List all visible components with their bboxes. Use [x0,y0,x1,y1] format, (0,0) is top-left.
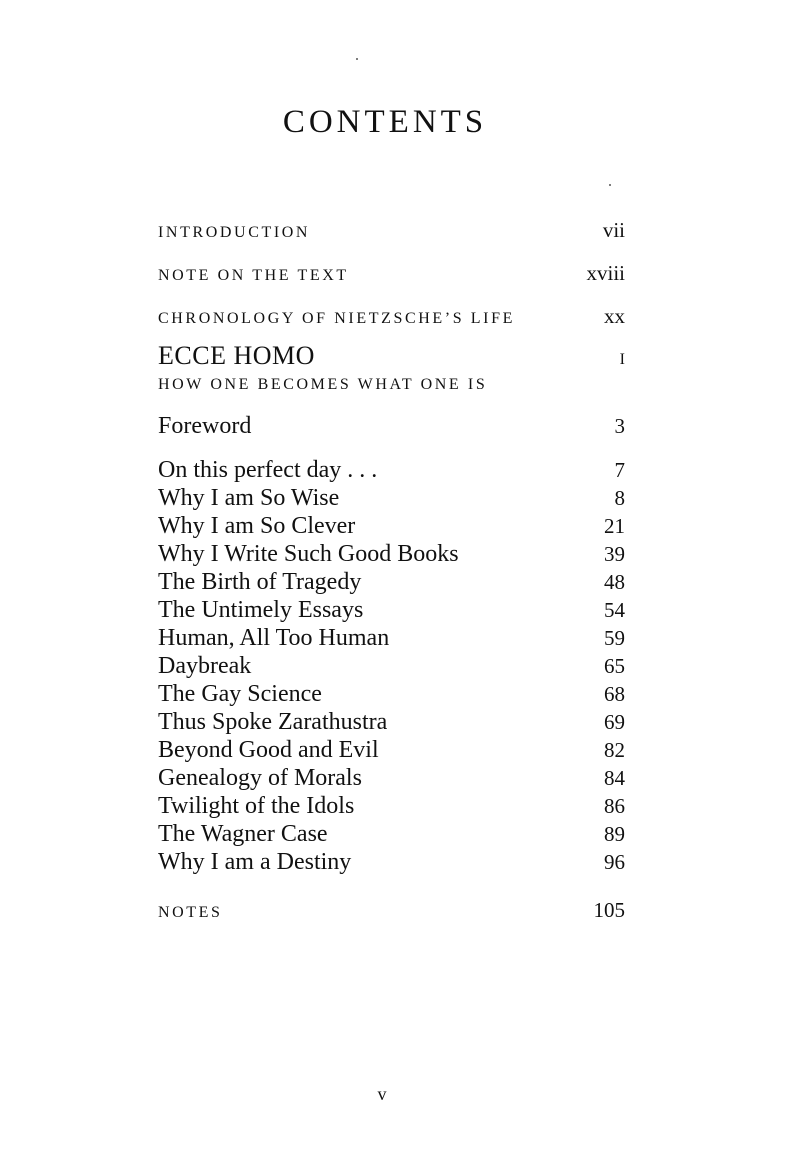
toc-row-chapter[interactable] [158,736,625,764]
main-work-title: ECCE HOMO [158,341,315,370]
toc-label: The Gay Science [158,681,322,707]
toc-label: Beyond Good and Evil [158,737,379,763]
page-title: CONTENTS [282,104,488,140]
toc-row-chapter[interactable] [158,484,625,512]
toc-row-chapter[interactable] [158,680,625,708]
toc-page-number: I [619,351,625,368]
toc-row-foreword[interactable] [158,412,625,440]
toc-row-chapter[interactable] [158,764,625,792]
toc-page-number: 84 [604,766,625,790]
toc-row-chapter[interactable] [158,512,625,540]
toc-page-number: 68 [604,682,625,706]
toc-page-number: 105 [593,898,625,922]
toc-row-notes[interactable] [158,898,625,923]
toc-label: Genealogy of Morals [158,765,362,791]
toc-label: INTRODUCTION [158,224,311,241]
toc-row-chronology[interactable] [158,304,625,329]
toc-label: Twilight of the Idols [158,793,355,819]
main-work-subtitle: HOW ONE BECOMES WHAT ONE IS [158,376,488,393]
toc-label: Foreword [158,413,252,439]
toc-row-chapter[interactable] [158,568,625,596]
toc-page-number: 69 [604,710,625,734]
toc-row-chapter[interactable] [158,848,625,876]
toc-page-number: 82 [604,738,625,762]
toc-row-chapter[interactable] [158,708,625,736]
toc-page-number: 65 [604,654,625,678]
toc-label: The Wagner Case [158,821,328,847]
toc-label: NOTE ON THE TEXT [158,267,349,284]
toc-row-chapter[interactable] [158,820,625,848]
toc-row-chapter[interactable] [158,792,625,820]
scan-speck [609,184,611,186]
toc-row-chapter[interactable] [158,456,625,484]
toc-row-chapter[interactable] [158,652,625,680]
toc-label: The Untimely Essays [158,597,364,623]
toc-page-number: 86 [604,794,625,818]
toc-row-note-on-the-text[interactable] [158,261,625,286]
toc-label: The Birth of Tragedy [158,569,362,595]
toc-row-chapter[interactable] [158,596,625,624]
toc-label: Why I am a Destiny [158,849,352,875]
toc-label: Why I am So Wise [158,485,340,511]
page-folio: v [377,1084,387,1104]
toc-page-number: vii [602,218,625,242]
toc-page-number: 89 [604,822,625,846]
toc-page-number: 96 [604,850,625,874]
toc-label: Thus Spoke Zarathustra [158,709,388,735]
toc-row-chapter[interactable] [158,624,625,652]
toc-label: Why I am So Clever [158,513,356,539]
scan-speck [356,58,358,60]
toc-label: NOTES [158,904,223,921]
toc-row-introduction[interactable] [158,218,625,243]
toc-label: On this perfect day . . . [158,457,378,483]
toc-label: Human, All Too Human [158,625,390,651]
toc-page-number: 8 [614,486,625,510]
toc-page-number: 39 [604,542,625,566]
toc-label: Why I Write Such Good Books [158,541,459,567]
toc-page-number: 3 [614,414,625,438]
toc-page-number: 7 [614,458,625,482]
toc-page-number: 48 [604,570,625,594]
toc-label: CHRONOLOGY OF NIETZSCHE’S LIFE [158,310,515,327]
toc-page-number: 54 [604,598,625,622]
toc-label: Daybreak [158,653,252,679]
toc-row-chapter[interactable] [158,540,625,568]
toc-page-number: xviii [586,261,625,285]
toc-page-number: 21 [604,514,625,538]
toc-page-number: 59 [604,626,625,650]
toc-page-number: xx [604,304,625,328]
toc-row-ecce-homo[interactable] [158,341,625,371]
